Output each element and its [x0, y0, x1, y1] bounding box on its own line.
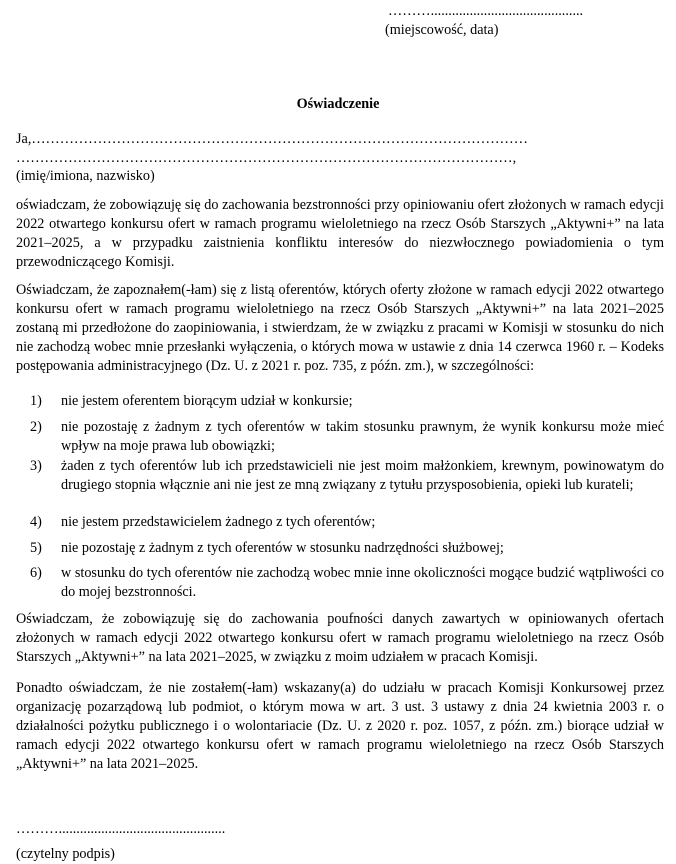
name-line-2: ……………………………………………………………………………………………, — [16, 150, 517, 166]
place-date-caption: (miejscowość, data) — [385, 22, 499, 38]
name-caption: (imię/imiona, nazwisko) — [16, 168, 155, 184]
list-number: 2) — [30, 419, 42, 435]
paragraph-impartiality: oświadczam, że zobowiązuję się do zachowania bezstronności przy opiniowaniu ofert złożonych w ramach edycji 2022 otwartego konkursu ofert w ramach programu wieloletniego na rzecz Osób Starszych „Aktywni+” na lata 2021–2025, a w przypadku zaistnienia konfliktu interesów do niezwłocznego powiadomienia o tym przewodniczącego Komisji. — [16, 197, 664, 270]
list-text: w stosunku do tych oferentów nie zachodzą wobec mnie inne okoliczności mogące budzić wątpliwości co do mojej bezstronności. — [61, 565, 664, 600]
list-text: żaden z tych oferentów lub ich przedstawicieli nie jest moim małżonkiem, krewnym, powinowatym do drugiego stopnia włącznie ani nie jest ze mną związany z tytułu przysposobienia, opieki lub kurateli; — [61, 458, 664, 493]
paragraph-confidentiality: Oświadczam, że zobowiązuję się do zachowania poufności danych zawartych w opiniowanych ofertach złożonych w ramach edycji 2022 otwartego konkursu ofert w ramach programu wieloletniego na rzecz Osób Starszych „Aktywni+” na lata 2021–2025, w związku z moim udziałem w pracach Komisji. — [16, 611, 664, 665]
list-number: 6) — [30, 565, 42, 581]
list-number: 5) — [30, 540, 42, 556]
signature-line: ………............................................... — [16, 821, 226, 837]
list-number: 4) — [30, 514, 42, 530]
list-text: nie pozostaję z żadnym z tych oferentów w takim stosunku prawnym, że wynik konkursu może mieć wpływ na moje prawa lub obowiązki; — [61, 419, 664, 454]
name-line-1: Ja,…………………………………………………………………………………………… — [16, 131, 528, 147]
place-date-line: ………........................................... — [388, 3, 584, 19]
list-text: nie jestem przedstawicielem żadnego z tych oferentów; — [61, 514, 376, 530]
paragraph-nomination: Ponadto oświadczam, że nie zostałem(-łam) wskazany(a) do udziału w pracach Komisji Konkursowej przez organizację pozarządową lub podmiot, o którym mowa w art. 3 ust. 3 ustawy z dnia 24 kwietnia 2003 r. o działalności pożytku publicznego i o wolontariacie (Dz. U. z 2020 r. poz. 1057, z późn. zm.) biorące udział w ramach edycji 2022 otwartego konkursu ofert w ramach programu wieloletniego na rzecz Osób Starszych „Aktywni+” na lata 2021–2025. — [16, 680, 664, 772]
document-title: Oświadczenie — [296, 96, 380, 112]
paragraph-applicants: Oświadczam, że zapoznałem(-łam) się z listą oferentów, których oferty złożone w ramach edycji 2022 otwartego konkursu ofert w ramach programu wieloletniego na rzecz Osób Starszych „Aktywni+” na lata 2021–2025 zostaną mi przedłożone do zaopiniowania, i stwierdzam, że w związku z pracami w Komisji w stosunku do nich nie zachodzą wobec mnie przesłanki wyłączenia, o których mowa w ustawie z dnia 14 czerwca 1960 r. – Kodeks postępowania administracyjnego (Dz. U. z 2021 r. poz. 735, z późn. zm.), w szczególności: — [16, 282, 664, 374]
list-number: 3) — [30, 458, 42, 474]
list-text: nie jestem oferentem biorącym udział w konkursie; — [61, 393, 353, 409]
signature-caption: (czytelny podpis) — [16, 846, 115, 862]
list-text: nie pozostaję z żadnym z tych oferentów w stosunku nadrzędności służbowej; — [61, 540, 504, 556]
list-number: 1) — [30, 393, 42, 409]
